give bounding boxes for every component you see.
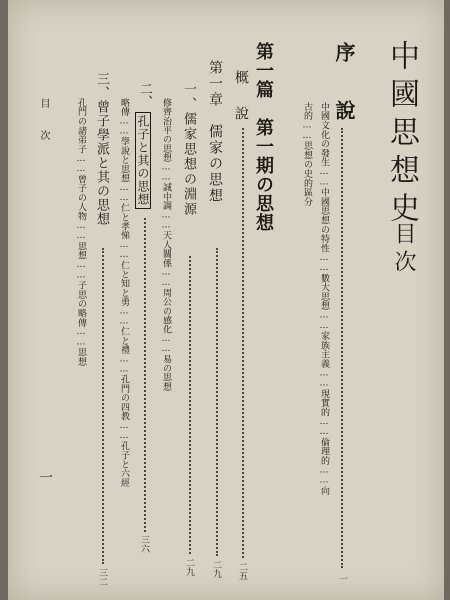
section-3-page: 三二 <box>97 568 107 586</box>
section-3-title: 三、曾子學派と其の思想 <box>94 72 109 226</box>
section-2-line: 略傳……學說と思想……仁と孝悌……仁と知と勇……仁と禮……孔門の四教……孔子と六經 <box>119 98 129 488</box>
overview-dot-leader <box>242 128 244 558</box>
contents-label: 目次 <box>391 222 416 278</box>
book-title: 中國思想史 <box>384 40 419 230</box>
chapter-dot-leader <box>216 248 218 556</box>
footer-page: 一 <box>37 470 53 484</box>
section-2-page: 三六 <box>139 535 149 553</box>
part-one-title: 第一篇 第一期の思想 <box>253 42 274 232</box>
section-1-page: 二九 <box>184 558 194 576</box>
section-3-line: 孔門の諸弟子……曾子の人物……思想……子思の略傳……思想 <box>76 98 86 367</box>
overview-title: 概說 <box>233 70 249 142</box>
footer-label: 目次 <box>38 98 49 162</box>
preface-page: 一 <box>337 574 347 583</box>
section-1-title: 一、儒家思想の淵源 <box>181 82 196 217</box>
section-2-title-boxed: 孔子と其の思想 <box>135 112 151 209</box>
book-page <box>8 0 444 600</box>
section-1-line: 修齊治平の思想……誠中調……天人關係……周公の感化……易の思想 <box>161 98 171 392</box>
preface-dot-leader <box>341 128 343 568</box>
section-2-title-number: 二、 <box>137 82 152 108</box>
section-1-dot-leader <box>189 256 191 554</box>
chapter-title: 第一章 儒家の思想 <box>207 60 223 204</box>
preface-line-2: 古的……思想の史的區分 <box>302 102 312 207</box>
chapter-page: 二九 <box>211 560 221 578</box>
section-2-dot-leader <box>144 218 146 532</box>
section-3-dot-leader <box>102 248 104 564</box>
preface-title: 序說 <box>332 42 356 158</box>
overview-page: 二五 <box>237 562 247 580</box>
preface-line-1: 中國文化の發生……中國思想の特性……數大思想……家族主義……現實的……倫理的……向 <box>319 102 329 496</box>
